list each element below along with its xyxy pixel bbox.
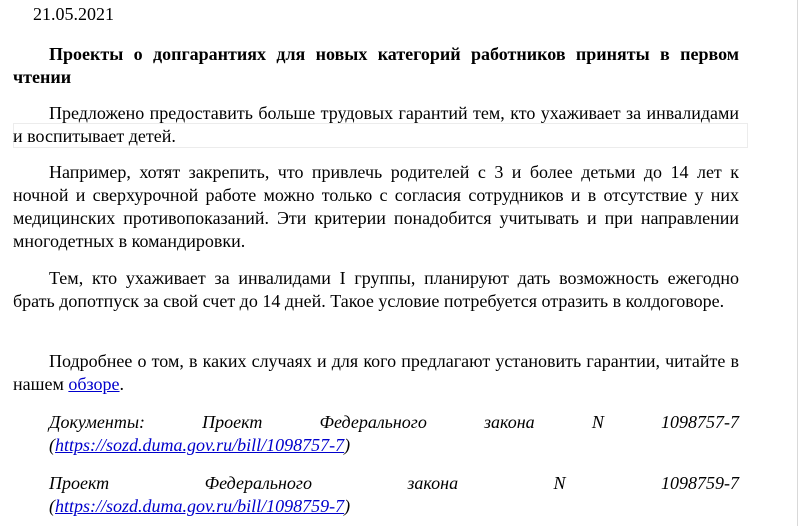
document-1-open-paren: ( <box>49 435 55 455</box>
document-1-link[interactable]: https://sozd.duma.gov.ru/bill/1098757-7 <box>55 435 345 455</box>
article-title: Проекты о допгарантиях для новых категорий работников приняты в первом чтении <box>13 44 739 87</box>
document-reference-1 <box>13 411 739 457</box>
paragraph-more-info <box>13 350 739 396</box>
more-info-end: . <box>119 374 125 394</box>
page-edge-rule <box>797 0 798 526</box>
paragraph-caregiver-leave: Тем, кто ухаживает за инвалидами I группы, планируют дать возможность ежегодно брать допотпуск за свой счет до 14 дней. Такое условие потребуется отразить в колдоговоре. <box>13 268 739 311</box>
document-1-title: Документы: Проект Федерального закона N 1098757-7 <box>49 412 739 432</box>
document-1-url-line <box>13 434 739 457</box>
more-info-text: Подробнее о том, в каких случаях и для кого предлагают установить гарантии, читайте в нашем <box>13 351 739 394</box>
document-2-title: Проект Федерального закона N 1098759-7 <box>49 473 739 493</box>
document-2-link[interactable]: https://sozd.duma.gov.ru/bill/1098759-7 <box>55 496 345 516</box>
document-2-open-paren: ( <box>49 496 55 516</box>
paragraph-intro: Предложено предоставить больше трудовых гарантий тем, кто ухаживает за инвалидами и воспитывает детей. <box>13 103 739 146</box>
document-2-url-line <box>13 495 739 518</box>
review-link[interactable]: обзоре <box>68 374 120 394</box>
document-page <box>13 0 739 526</box>
document-1-close-paren: ) <box>344 435 351 455</box>
document-reference-2 <box>13 472 739 518</box>
publication-date: 21.05.2021 <box>33 4 114 24</box>
document-2-close-paren: ) <box>344 496 351 516</box>
paragraph-parents-guarantees: Например, хотят закрепить, что привлечь родителей с 3 и более детьми до 14 лет к ночной и сверхурочной работе можно только с согласия сотрудников и в отсутствие у них медицинских противопоказаний. Эти критерии понадобится учитывать и при направлении многодетных в командировки. <box>13 162 739 251</box>
